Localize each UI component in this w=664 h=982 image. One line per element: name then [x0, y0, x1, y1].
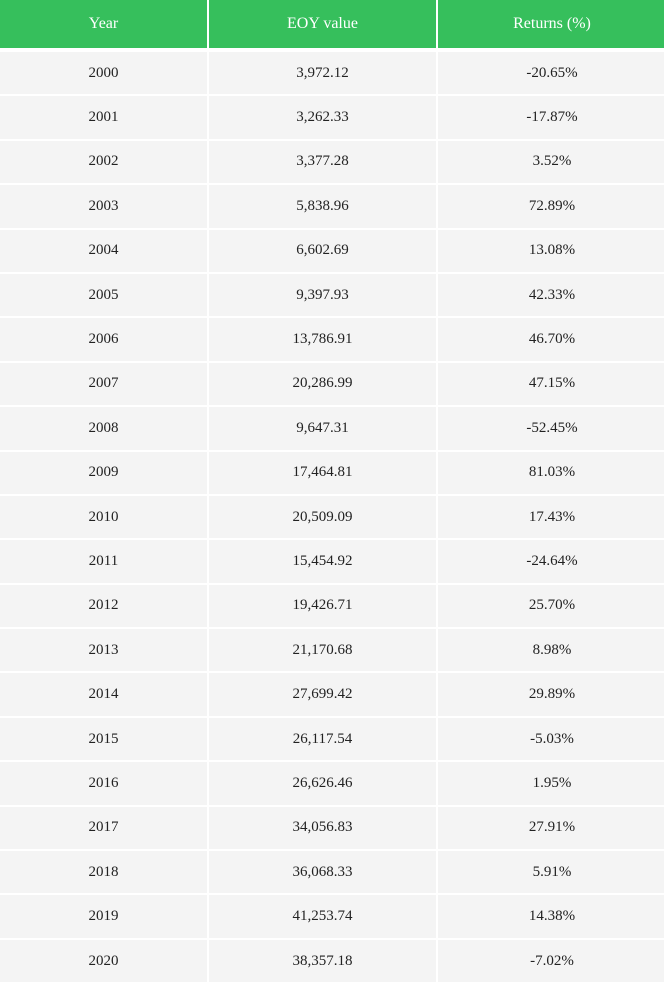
eoy-value-cell: 3,377.28 [209, 141, 436, 183]
year-cell: 2005 [0, 274, 207, 316]
year-cell: 2000 [0, 52, 207, 94]
eoy-value-cell: 26,626.46 [209, 762, 436, 804]
year-cell: 2013 [0, 629, 207, 671]
returns-cell: 47.15% [438, 363, 664, 405]
eoy-value-cell: 20,509.09 [209, 496, 436, 538]
returns-cell: 14.38% [438, 895, 664, 937]
year-cell: 2016 [0, 762, 207, 804]
year-cell: 2006 [0, 318, 207, 360]
eoy-value-cell: 19,426.71 [209, 585, 436, 627]
returns-cell: 8.98% [438, 629, 664, 671]
returns-cell: 42.33% [438, 274, 664, 316]
eoy-value-cell: 34,056.83 [209, 807, 436, 849]
returns-cell: 1.95% [438, 762, 664, 804]
returns-cell: 81.03% [438, 452, 664, 494]
eoy-value-cell: 20,286.99 [209, 363, 436, 405]
returns-cell: -17.87% [438, 96, 664, 138]
eoy-value-cell: 17,464.81 [209, 452, 436, 494]
returns-cell: -20.65% [438, 52, 664, 94]
year-cell: 2012 [0, 585, 207, 627]
header-year: Year [0, 0, 207, 48]
eoy-value-cell: 9,647.31 [209, 407, 436, 449]
eoy-value-cell: 27,699.42 [209, 673, 436, 715]
year-cell: 2008 [0, 407, 207, 449]
returns-cell: -24.64% [438, 540, 664, 582]
year-cell: 2001 [0, 96, 207, 138]
header-returns: Returns (%) [438, 0, 664, 48]
returns-cell: 46.70% [438, 318, 664, 360]
returns-cell: 5.91% [438, 851, 664, 893]
year-cell: 2011 [0, 540, 207, 582]
year-cell: 2010 [0, 496, 207, 538]
year-cell: 2003 [0, 185, 207, 227]
year-cell: 2019 [0, 895, 207, 937]
eoy-value-cell: 15,454.92 [209, 540, 436, 582]
year-cell: 2004 [0, 230, 207, 272]
returns-cell: 3.52% [438, 141, 664, 183]
returns-cell: 13.08% [438, 230, 664, 272]
returns-cell: 17.43% [438, 496, 664, 538]
year-cell: 2002 [0, 141, 207, 183]
eoy-value-cell: 9,397.93 [209, 274, 436, 316]
returns-cell: -52.45% [438, 407, 664, 449]
eoy-value-cell: 6,602.69 [209, 230, 436, 272]
year-cell: 2015 [0, 718, 207, 760]
year-cell: 2007 [0, 363, 207, 405]
returns-cell: 72.89% [438, 185, 664, 227]
year-cell: 2018 [0, 851, 207, 893]
returns-cell: 29.89% [438, 673, 664, 715]
year-cell: 2014 [0, 673, 207, 715]
year-cell: 2009 [0, 452, 207, 494]
header-eoy-value: EOY value [209, 0, 436, 48]
year-cell: 2017 [0, 807, 207, 849]
eoy-value-cell: 36,068.33 [209, 851, 436, 893]
returns-cell: -5.03% [438, 718, 664, 760]
eoy-value-cell: 3,972.12 [209, 52, 436, 94]
eoy-value-cell: 38,357.18 [209, 940, 436, 982]
returns-cell: 27.91% [438, 807, 664, 849]
eoy-value-cell: 13,786.91 [209, 318, 436, 360]
year-cell: 2020 [0, 940, 207, 982]
eoy-value-cell: 26,117.54 [209, 718, 436, 760]
returns-cell: 25.70% [438, 585, 664, 627]
eoy-value-cell: 3,262.33 [209, 96, 436, 138]
eoy-value-cell: 5,838.96 [209, 185, 436, 227]
eoy-value-cell: 21,170.68 [209, 629, 436, 671]
eoy-value-cell: 41,253.74 [209, 895, 436, 937]
returns-cell: -7.02% [438, 940, 664, 982]
